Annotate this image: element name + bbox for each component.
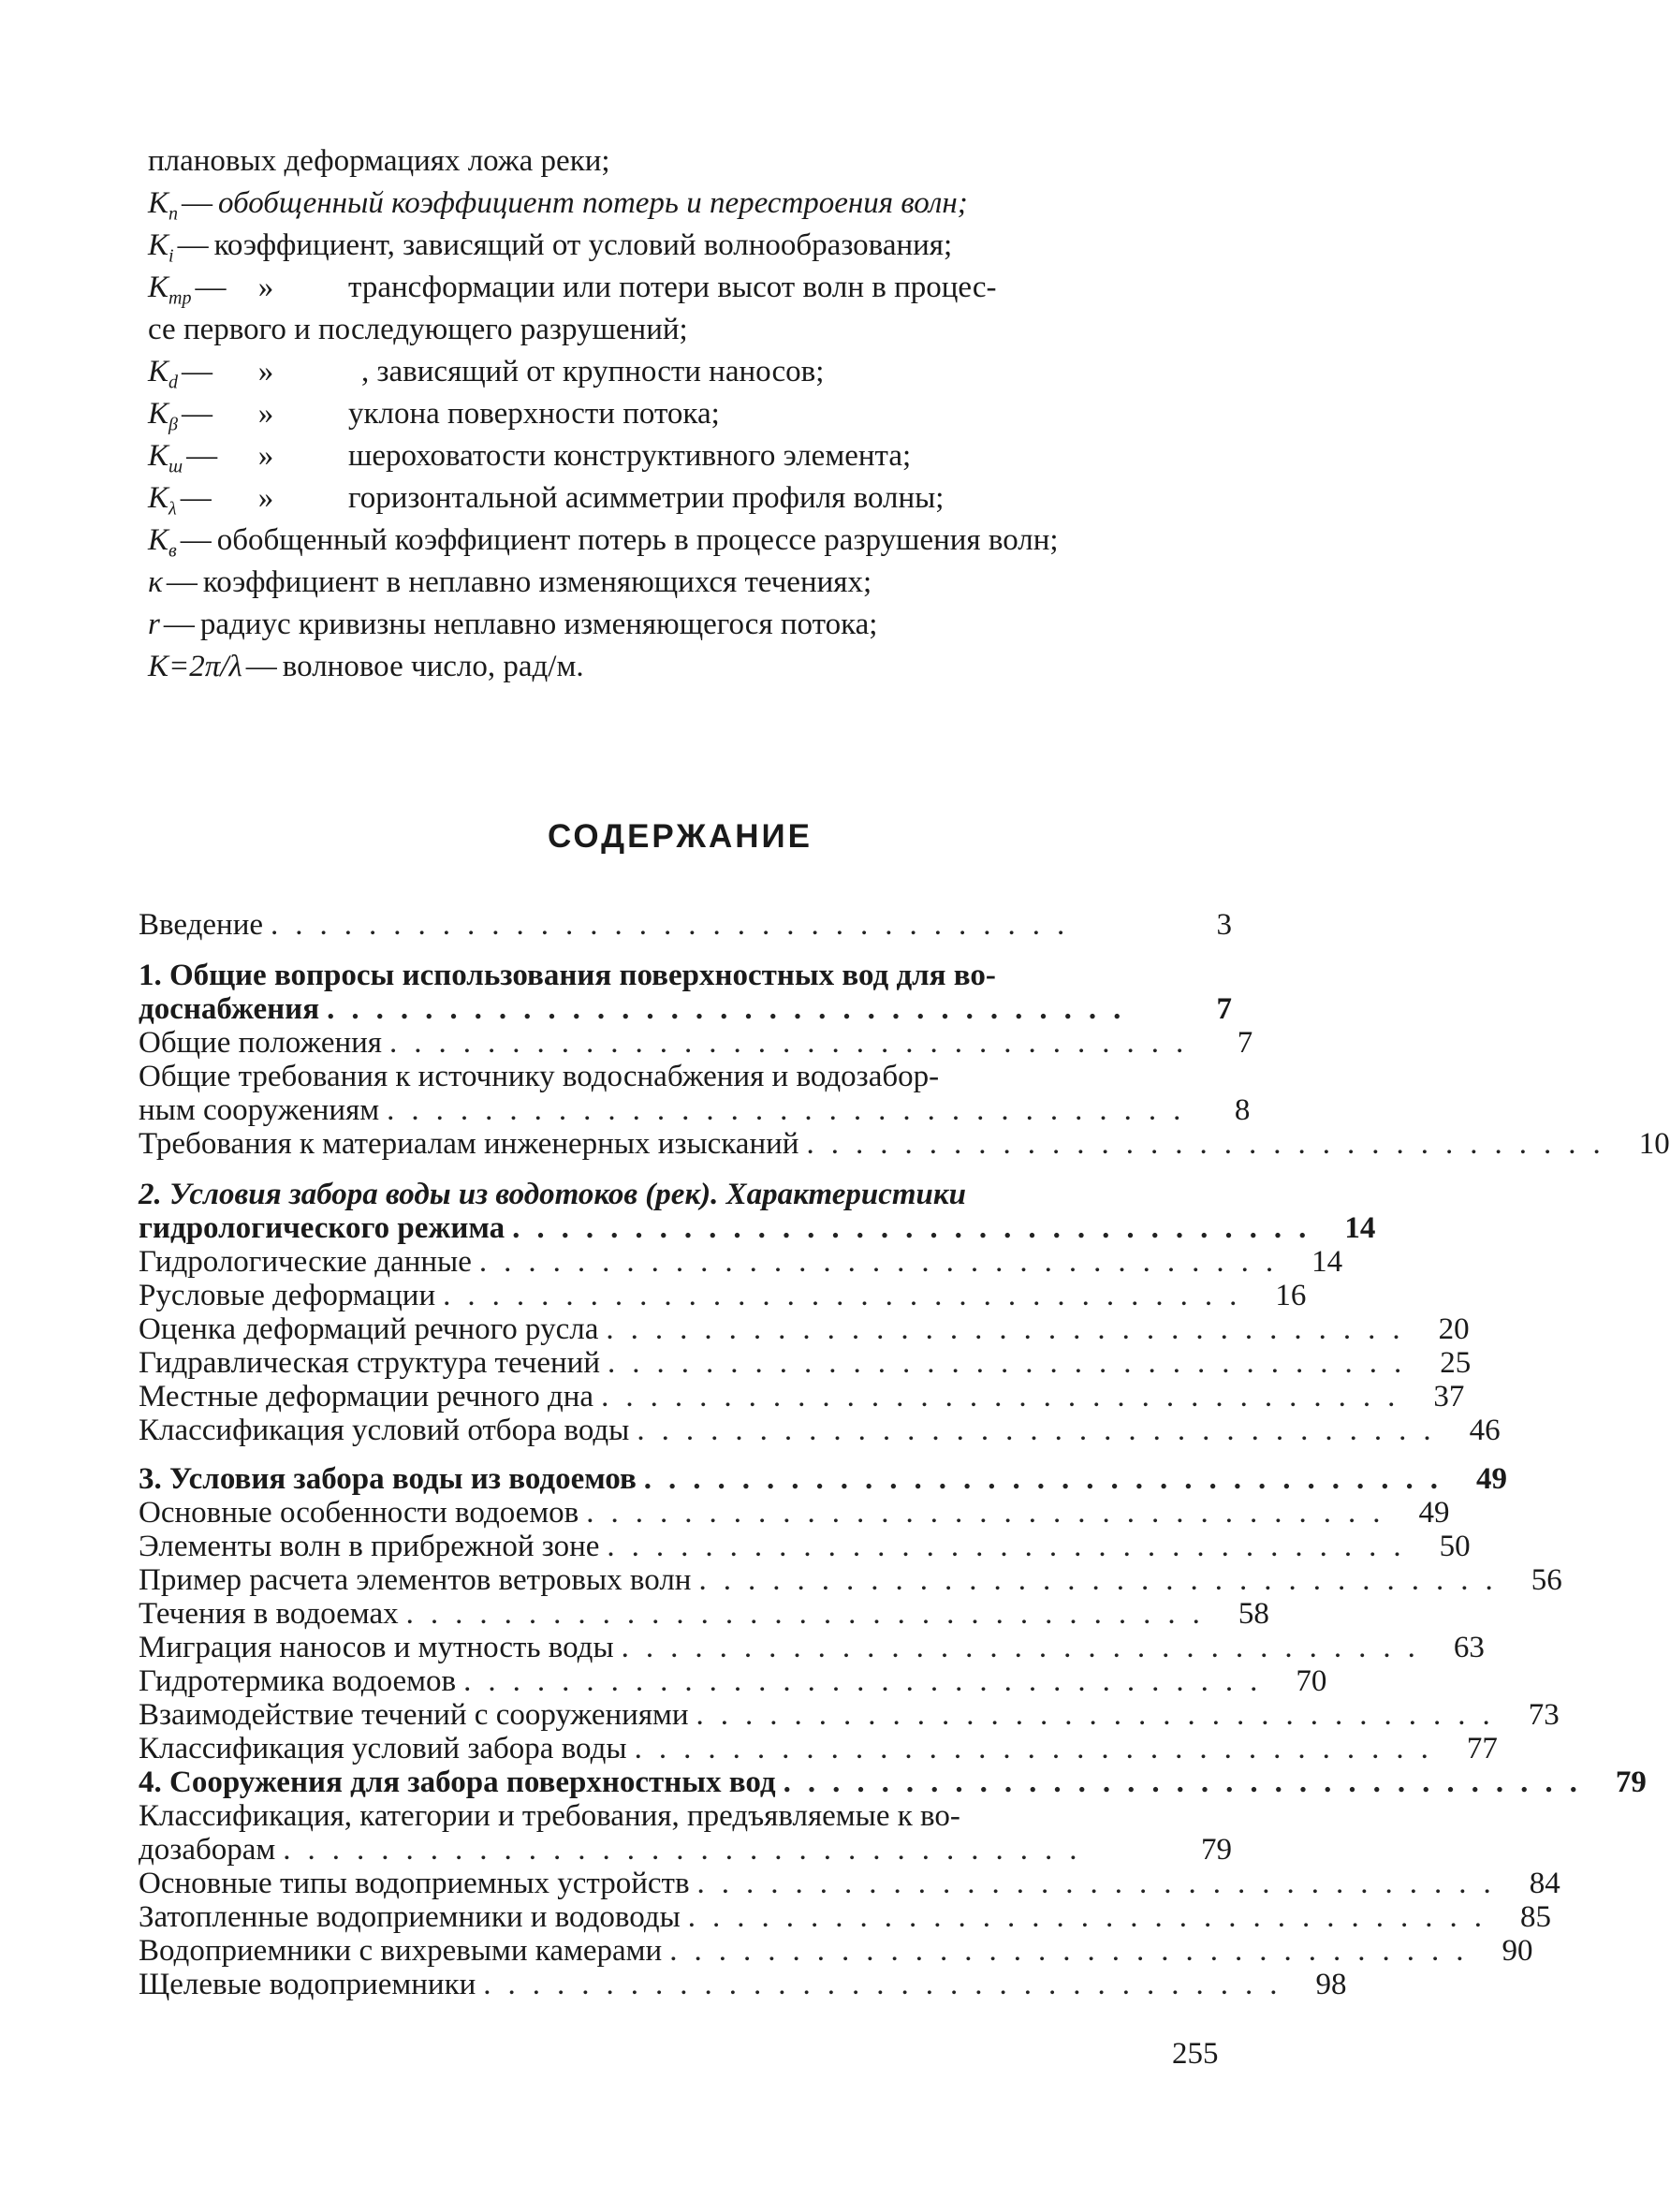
toc-entry: Русловые деформации ................................. 16 xyxy=(139,1279,1307,1312)
symbol-kp: $K_п$ — обобщенный коэффициент потерь и перестроения волн; xyxy=(148,186,968,225)
toc-entry-line1: Классификация, категории и требования, предъявляемые к во- xyxy=(139,1799,960,1833)
symbol-kbeta: $K_\beta$ — » уклона поверхности потока; xyxy=(148,397,720,435)
toc-entry: Щелевые водоприемники ................................. 98 xyxy=(139,1968,1347,2001)
symbol-kv: $K_в$ — обобщенный коэффициент потерь в процессе разрушения волн; xyxy=(148,523,1059,562)
toc-section-1-heading-line1: 1. Общие вопросы использования поверхностных вод для во- xyxy=(139,959,996,992)
toc-entry: ным сооружениям ................................. 8 xyxy=(139,1093,1251,1127)
toc-entry: Классификация условий забора воды ................................. 77 xyxy=(139,1732,1498,1765)
contents-title: СОДЕРЖАНИЕ xyxy=(547,818,813,855)
toc-section-3-heading: 3. Условия забора воды из водоемов ................................. 49 xyxy=(139,1462,1508,1496)
toc-entry: Общие положения ................................. 7 xyxy=(139,1026,1253,1060)
toc-section-1-heading: доснабжения ................................. 7 xyxy=(139,992,1232,1026)
toc-entry: Течения в водоемах ................................. 58 xyxy=(139,1597,1269,1631)
toc-section-4-heading: 4. Сооружения для забора поверхностных вод ................................. 79 xyxy=(139,1765,1647,1799)
symbol-r: r — радиус кривизны неплавно изменяющегося потока; xyxy=(148,608,878,641)
symbol-continuation: плановых деформациях ложа реки; xyxy=(148,144,610,178)
toc-entry: Миграция наносов и мутность воды ................................. 63 xyxy=(139,1631,1485,1664)
toc-entry: Местные деформации речного дна ................................. 37 xyxy=(139,1380,1465,1414)
toc-entry: Основные особенности водоемов ................................. 49 xyxy=(139,1496,1450,1530)
toc-entry: Оценка деформаций речного русла ................................. 20 xyxy=(139,1312,1470,1346)
toc-entry: Гидротермика водоемов ................................. 70 xyxy=(139,1664,1327,1698)
toc-entry: Взаимодействие течений с сооружениями ................................. 73 xyxy=(139,1698,1560,1732)
page-number: 255 xyxy=(1172,2037,1219,2071)
table-of-contents xyxy=(139,908,1670,2001)
symbol-ksh: $K_ш$ — » шероховатости конструктивного элемента; xyxy=(148,439,912,477)
toc-entry: Водоприемники с вихревыми камерами ................................. 90 xyxy=(139,1934,1533,1968)
toc-entry: Пример расчета элементов ветровых волн ................................. 56 xyxy=(139,1563,1562,1597)
toc-entry: Требования к материалам инженерных изысканий ................................. 10 xyxy=(139,1127,1670,1161)
toc-entry: Гидравлическая структура течений ................................. 25 xyxy=(139,1346,1472,1380)
symbol-ktr-continuation: се первого и последующего разрушений; xyxy=(148,313,688,346)
toc-entry: Гидрологические данные ................................. 14 xyxy=(139,1245,1343,1279)
symbol-kappa: κ — коэффициент в неплавно изменяющихся течениях; xyxy=(148,565,872,599)
toc-entry: дозаборам ................................. 79 xyxy=(139,1833,1232,1867)
symbol-ki: $K_i$ — коэффициент, зависящий от условий волнообразования; xyxy=(148,228,953,267)
toc-entry-line1: Общие требования к источнику водоснабжения и водозабор- xyxy=(139,1060,940,1093)
toc-section-2-heading: гидрологического режима ................................. 14 xyxy=(139,1211,1376,1245)
symbol-klambda: $K_\lambda$ — » горизонтальной асимметрии профиля волны; xyxy=(148,481,945,520)
symbol-list xyxy=(148,140,1232,688)
symbol-ktr: $K_{тр}$ — » трансформации или потери высот волн в процес- xyxy=(148,271,997,309)
toc-entry: Элементы волн в прибрежной зоне ................................. 50 xyxy=(139,1530,1471,1563)
toc-entry: Классификация условий отбора воды ................................. 46 xyxy=(139,1414,1501,1447)
toc-entry: Затопленные водоприемники и водоводы ................................. 85 xyxy=(139,1900,1552,1934)
toc-section-2-heading-line1: 2. Условия забора воды из водотоков (рек). Характеристики xyxy=(139,1178,966,1211)
toc-entry-intro: Введение ................................. 3 xyxy=(139,908,1232,942)
symbol-k: K=2π/λ — волновое число, рад/м. xyxy=(148,650,584,683)
symbol-kd: $K_d$ — » , зависящий от крупности наносов; xyxy=(148,355,825,393)
toc-entry: Основные типы водоприемных устройств ................................. 84 xyxy=(139,1867,1560,1900)
